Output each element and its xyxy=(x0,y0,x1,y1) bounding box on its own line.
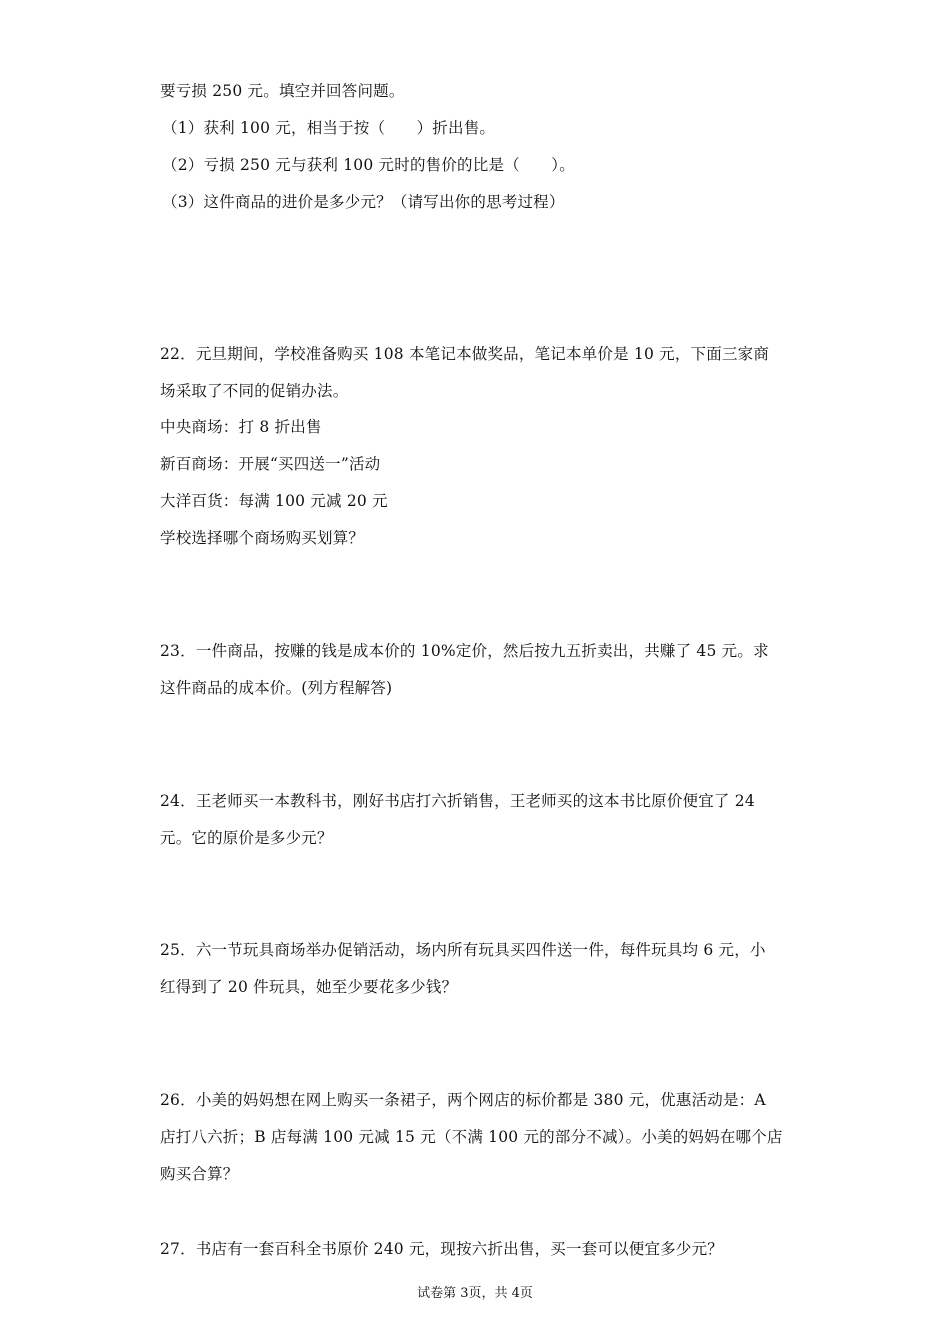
question-21-part-3: （3）这件商品的进价是多少元？（请写出你的思考过程） xyxy=(162,193,565,211)
question-24-line-1: 24．王老师买一本教科书，刚好书店打六折销售，王老师买的这本书比原价便宜了 24 xyxy=(160,792,755,810)
page-footer: 试卷第 3页，共 4页 xyxy=(417,1286,533,1301)
question-25-line-2: 红得到了 20 件玩具，她至少要花多少钱？ xyxy=(160,978,458,996)
question-24-line-2: 元。它的原价是多少元？ xyxy=(160,829,333,847)
question-22-option-central: 中央商场：打 8 折出售 xyxy=(160,418,322,436)
question-23-line-2: 这件商品的成本价。(列方程解答) xyxy=(160,679,393,697)
question-26-line-2: 店打八六折；B 店每满 100 元减 15 元（不满 100 元的部分不减）。小美的妈妈在哪个店 xyxy=(160,1128,783,1146)
question-22-line-2: 场采取了不同的促销办法。 xyxy=(160,382,349,400)
question-26-line-3: 购买合算？ xyxy=(160,1165,239,1183)
question-21-part-1: （1）获利 100 元，相当于按（ ）折出售。 xyxy=(162,119,496,137)
question-21-tail: 要亏损 250 元。填空并回答问题。 xyxy=(160,82,405,100)
question-22-option-dayang: 大洋百货：每满 100 元减 20 元 xyxy=(160,492,388,510)
question-27-line-1: 27．书店有一套百科全书原价 240 元，现按六折出售，买一套可以便宜多少元？ xyxy=(160,1240,723,1258)
question-23-line-1: 23．一件商品，按赚的钱是成本价的 10%定价，然后按九五折卖出，共赚了 45 元。求 xyxy=(160,642,769,660)
question-26-line-1: 26．小美的妈妈想在网上购买一条裙子，两个网店的标价都是 380 元，优惠活动是：A xyxy=(160,1091,766,1109)
question-25-line-1: 25．六一节玩具商场举办促销活动，场内所有玩具买四件送一件，每件玩具均 6 元，小 xyxy=(160,941,766,959)
question-21-part-2: （2）亏损 250 元与获利 100 元时的售价的比是（ ）。 xyxy=(162,156,575,174)
question-22-line-1: 22．元旦期间，学校准备购买 108 本笔记本做奖品，笔记本单价是 10 元，下面三家商 xyxy=(160,345,770,363)
question-22-ask: 学校选择哪个商场购买划算？ xyxy=(160,529,365,547)
question-22-option-xinbai: 新百商场：开展“买四送一”活动 xyxy=(160,455,381,473)
